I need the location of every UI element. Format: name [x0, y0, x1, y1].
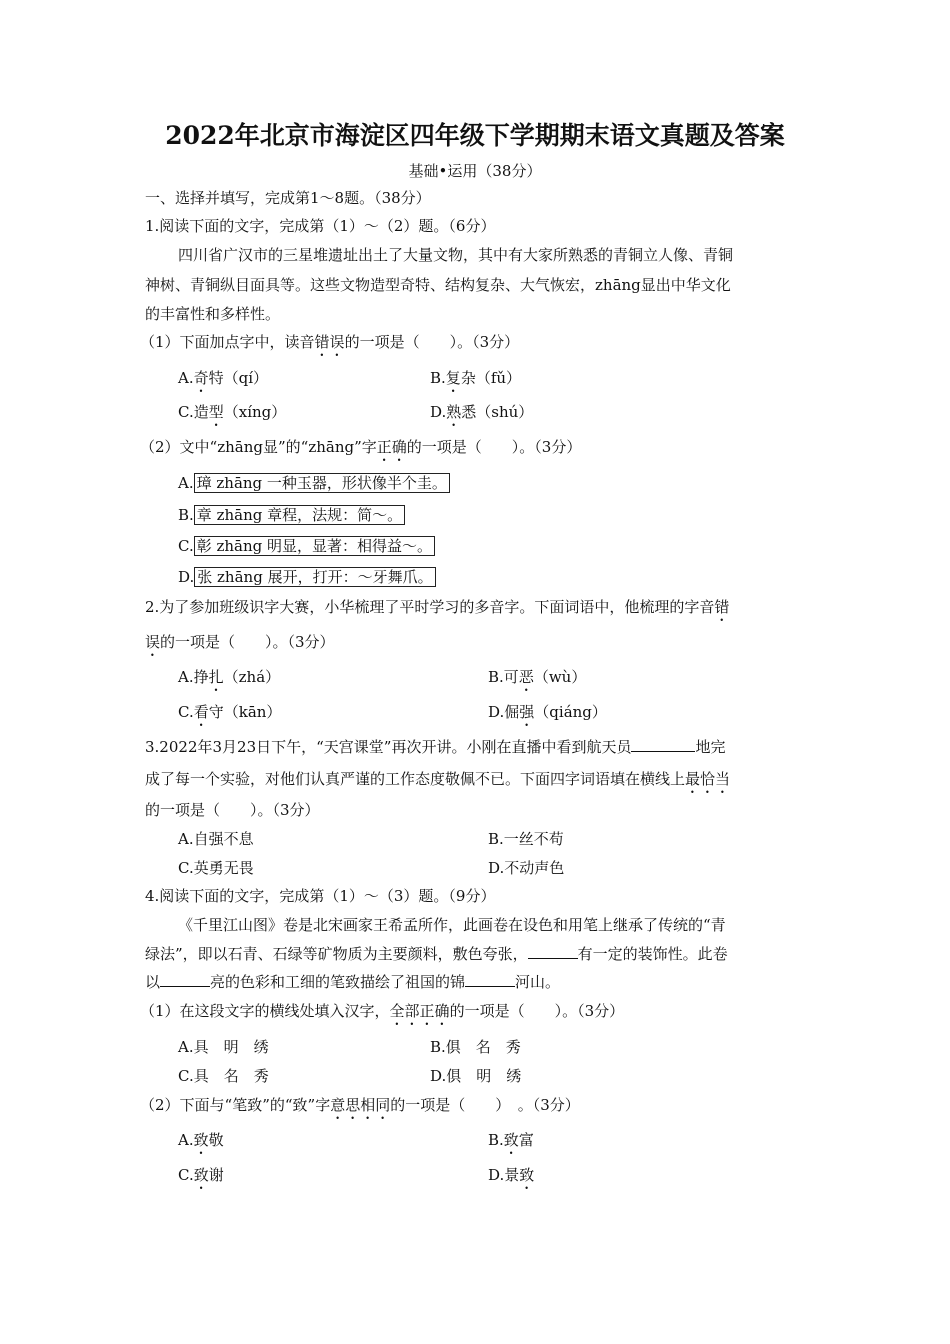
option-b[interactable]: [488, 667, 586, 695]
option-label: D.: [430, 1067, 447, 1085]
option-d[interactable]: [430, 1066, 521, 1086]
option-b[interactable]: [430, 368, 521, 396]
option-b[interactable]: [488, 829, 564, 849]
emphasized-text: 意思相同: [330, 1096, 391, 1114]
option-label: B.: [430, 369, 446, 387]
q1-passage-line: 四川省广汉市的三星堆遗址出土了大量文物，其中有大家所熟悉的青铜立人像、青铜: [178, 246, 734, 264]
emphasized-text: 错: [714, 598, 730, 616]
option-label: C.: [178, 703, 194, 721]
emphasized-text: 奇: [193, 369, 209, 387]
option-text: （zhá）: [223, 668, 281, 686]
option-d[interactable]: [430, 402, 533, 430]
option-text: 造: [193, 403, 209, 421]
emphasized-text: 正确: [376, 438, 407, 456]
option-text: 自强不息: [193, 830, 254, 848]
option-label: D.: [488, 1166, 505, 1184]
q1-passage-line: 神树、青铜纵目面具等。这些文物造型奇特、结构复杂、大气恢宏，zhāng显出中华文化: [145, 276, 731, 294]
text: （2）下面与“笔致”的“致”字: [140, 1096, 331, 1114]
option-text: 敬: [208, 1131, 224, 1149]
option-a[interactable]: [178, 667, 280, 695]
option-a[interactable]: [178, 1037, 269, 1057]
option-label: A.: [178, 668, 194, 686]
option-c[interactable]: [178, 702, 281, 730]
emphasized-text: 型: [208, 403, 224, 421]
q3-stem: [145, 737, 725, 757]
option-a[interactable]: [178, 829, 254, 849]
option-d[interactable]: [488, 702, 607, 730]
text: （1）下面加点字中，读音: [140, 333, 315, 351]
option-c[interactable]: [178, 1066, 269, 1086]
option-text: 谢: [208, 1166, 224, 1184]
q1-passage-line: 的丰富性和多样性。: [145, 305, 281, 323]
fill-blank[interactable]: [631, 737, 695, 752]
q4-sub1-stem: [140, 1001, 624, 1029]
option-a[interactable]: [178, 368, 268, 396]
option-label: B.: [488, 668, 504, 686]
text: 的一项是（ ）。（3分）: [344, 333, 520, 351]
text: （2）文中“zhāng显”的“zhāng”字: [140, 438, 377, 456]
text: 绿法”，即以石青、石绿等矿物质为主要颜料，敷色夸张，: [145, 945, 528, 963]
option-text: 不动声色: [504, 859, 565, 877]
option-label: A.: [178, 369, 194, 387]
boxed-definition: 璋 zhāng 一种玉器，形状像半个圭。: [194, 473, 450, 493]
option-label: C.: [178, 1166, 194, 1184]
option-text: 俱 名 秀: [445, 1038, 521, 1056]
option-c[interactable]: [178, 536, 435, 556]
boxed-definition: 章 zhāng 章程，法规：简～。: [194, 505, 405, 525]
option-a[interactable]: [178, 1130, 224, 1158]
text: 的一项是（ ）。（3分）: [160, 633, 335, 651]
option-text: 倔: [504, 703, 520, 721]
emphasized-text: 错误: [314, 333, 345, 351]
option-text: 一丝不苟: [503, 830, 564, 848]
emphasized-text: 误: [145, 633, 161, 651]
option-text: 杂（fǔ）: [460, 369, 522, 387]
emphasized-text: 看: [193, 703, 209, 721]
fill-blank[interactable]: [528, 944, 578, 959]
option-label: B.: [488, 830, 504, 848]
option-label: B.: [430, 1038, 446, 1056]
option-text: 悉（shú）: [461, 403, 534, 421]
option-label: C.: [178, 403, 194, 421]
option-text: （qiáng）: [534, 703, 607, 721]
emphasized-text: 全部正确: [389, 1002, 450, 1020]
q4-passage-line: [145, 972, 560, 992]
text: 亮的色彩和工细的笔致描绘了祖国的锦: [210, 973, 466, 991]
emphasized-text: 扎: [208, 668, 224, 686]
option-label: B.: [488, 1131, 504, 1149]
text: 的一项是（ ）。（3分）: [406, 438, 582, 456]
q3-stem-cont: 的一项是（ ）。（3分）: [145, 801, 320, 819]
option-text: 具 名 秀: [193, 1067, 269, 1085]
section-heading: 一、选择并填写，完成第1～8题。（38分）: [145, 189, 431, 207]
text: （1）在这段文字的横线处填入汉字，: [140, 1002, 390, 1020]
option-label: C.: [178, 859, 194, 877]
emphasized-text: 熟: [446, 403, 462, 421]
emphasized-text: 最恰当: [685, 770, 731, 788]
q1-sub1-stem: [140, 332, 519, 360]
option-text: 守（kān）: [208, 703, 282, 721]
option-c[interactable]: [178, 858, 254, 878]
option-text: （wù）: [533, 668, 587, 686]
option-c[interactable]: [178, 1165, 224, 1193]
option-label: D.: [488, 859, 505, 877]
q4-passage-line: [145, 944, 728, 964]
option-d[interactable]: [488, 1165, 534, 1193]
q1-sub2-stem: [140, 437, 581, 465]
option-label: D.: [430, 403, 447, 421]
option-text: 英勇无畏: [193, 859, 254, 877]
option-label: B.: [178, 506, 194, 524]
option-label: D.: [488, 703, 505, 721]
emphasized-text: 致: [193, 1166, 209, 1184]
option-text: （xíng）: [223, 403, 287, 421]
page-title: 2022年北京市海淀区四年级下学期期末语文真题及答案: [165, 121, 785, 150]
q3-stem-cont: [145, 769, 730, 797]
option-d[interactable]: [178, 567, 436, 587]
option-c[interactable]: [178, 402, 286, 430]
q4-passage-line: 《千里江山图》卷是北宋画家王希孟所作，此画卷在设色和用笔上继承了传统的“青: [178, 916, 726, 934]
option-b[interactable]: [430, 1037, 521, 1057]
text: 河山。: [515, 973, 561, 991]
option-b[interactable]: [178, 505, 405, 525]
option-text: 景: [504, 1166, 520, 1184]
fill-blank[interactable]: [160, 972, 210, 987]
emphasized-text: 复: [445, 369, 461, 387]
option-label: C.: [178, 537, 194, 555]
text: 的一项是（ ）。（3分）: [449, 1002, 625, 1020]
option-label: A.: [178, 474, 194, 492]
emphasized-text: 恶: [518, 668, 534, 686]
q4-stem: 4.阅读下面的文字，完成第（1）～（3）题。（9分）: [145, 887, 496, 905]
text: 有一定的装饰性。此卷: [577, 945, 728, 963]
q2-stem-cont: [145, 632, 335, 660]
option-d[interactable]: [488, 858, 564, 878]
option-label: A.: [178, 830, 194, 848]
text: 3.2022年3月23日下午，“天宫课堂”再次开讲。小刚在直播中看到航天员: [145, 738, 632, 756]
emphasized-text: 致: [519, 1166, 535, 1184]
q1-stem: 1.阅读下面的文字，完成第（1）～（2）题。（6分）: [145, 217, 496, 235]
option-label: A.: [178, 1131, 194, 1149]
section-subtitle: 基础•运用（38分）: [408, 162, 542, 180]
option-text: 挣: [193, 668, 209, 686]
option-a[interactable]: [178, 473, 450, 493]
option-text: 富: [518, 1131, 534, 1149]
option-label: D.: [178, 568, 195, 586]
text: 地完: [695, 738, 726, 756]
text: 的一项是（ ） 。（3分）: [390, 1096, 580, 1114]
fill-blank[interactable]: [465, 972, 515, 987]
option-text: 可: [503, 668, 519, 686]
option-label: C.: [178, 1067, 194, 1085]
emphasized-text: 致: [503, 1131, 519, 1149]
text: 2.为了参加班级识字大赛，小华梳理了平时学习的多音字。下面词语中，他梳理的字音: [145, 598, 715, 616]
option-label: A.: [178, 1038, 194, 1056]
q2-stem: [145, 597, 729, 625]
text: 成了每一个实验，对他们认真严谨的工作态度敬佩不已。下面四字词语填在横线上: [145, 770, 686, 788]
option-text: 具 明 绣: [193, 1038, 269, 1056]
option-text: 俱 明 绣: [446, 1067, 522, 1085]
boxed-definition: 彰 zhāng 明显，显著：相得益～。: [194, 536, 435, 556]
option-b[interactable]: [488, 1130, 534, 1158]
text: 以: [145, 973, 161, 991]
q4-sub2-stem: [140, 1095, 580, 1123]
boxed-definition: 张 zhāng 展开，打开：～牙舞爪。: [194, 567, 435, 587]
option-text: 特（qí）: [208, 369, 269, 387]
emphasized-text: 强: [519, 703, 535, 721]
emphasized-text: 致: [193, 1131, 209, 1149]
